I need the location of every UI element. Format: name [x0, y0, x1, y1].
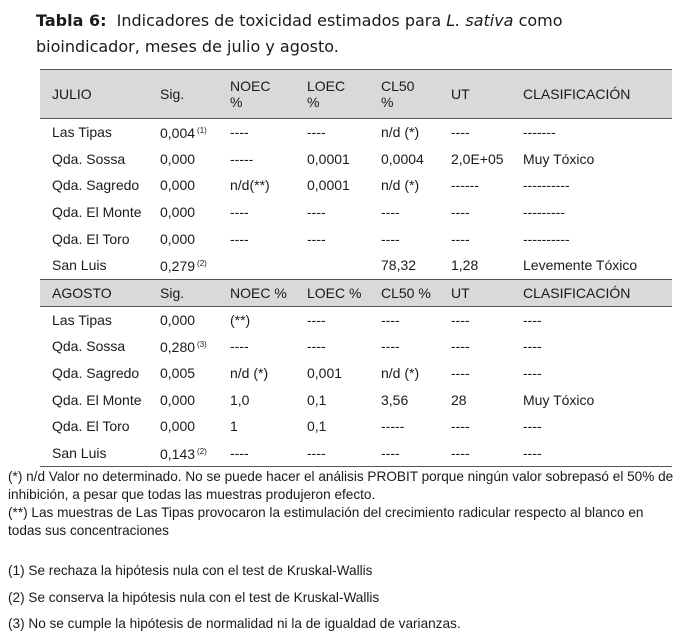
cell-sig-text: 0,000 [160, 311, 196, 328]
cell-ut [439, 333, 511, 360]
cell-loec-text: 0,001 [307, 365, 343, 382]
cell-cl50 [369, 146, 439, 173]
caption-species: L. sativa [446, 11, 514, 30]
table-row [40, 386, 672, 413]
header-cell: CL50 % [369, 279, 439, 306]
cell-loec-text: 0,0001 [307, 177, 350, 194]
cell-ut [439, 172, 511, 199]
cell-noec-text: ---- [230, 444, 249, 461]
cell-site-text: San Luis [52, 444, 107, 461]
cell-ut-text: ---- [451, 338, 470, 355]
cell-site-text: Las Tipas [52, 124, 112, 141]
cell-sig-text: 0,279 [160, 258, 196, 275]
header-cell: Sig. [148, 279, 218, 306]
cell-ut [439, 413, 511, 440]
cell-sig-text: 0,000 [160, 391, 196, 408]
cell-clas [511, 413, 672, 440]
cell-ut [439, 360, 511, 387]
cell-cl50-text: 3,56 [381, 391, 409, 408]
cell-site-text: Las Tipas [52, 311, 112, 328]
cell-noec [218, 386, 295, 413]
cell-loec [295, 172, 369, 199]
cell-sig-text: 0,000 [160, 177, 196, 194]
cell-loec [295, 199, 369, 226]
table-row [40, 333, 672, 360]
cell-sig-text: 0,000 [160, 418, 196, 435]
cell-noec [218, 252, 295, 279]
cell-site [40, 306, 148, 333]
cell-ut-text: ---- [451, 311, 470, 328]
cell-clas [511, 252, 672, 279]
header-cell: CLASIFICACIÓN [511, 70, 672, 119]
note-stimulation: (**) Las muestras de Las Tipas provocaron la estimulación del crecimiento radicular respecto al blanco en todas sus concentraciones [8, 505, 644, 538]
cell-clas-text: ---------- [523, 177, 570, 194]
cell-cl50 [369, 386, 439, 413]
cell-cl50 [369, 333, 439, 360]
cell-sig-text: 0,004 [160, 125, 196, 142]
cell-loec-text: ---- [307, 311, 326, 328]
cell-cl50-text: n/d (*) [381, 365, 420, 382]
cell-sig [148, 252, 218, 279]
cell-clas-text: --------- [523, 204, 565, 221]
cell-sig [148, 225, 218, 252]
cell-site [40, 146, 148, 173]
cell-loec-text: ---- [307, 230, 326, 247]
cell-clas-text: Muy Tóxico [523, 391, 595, 408]
cell-loec-text: 0,0001 [307, 150, 350, 167]
footnote-marker: (2) [197, 259, 207, 269]
cell-ut [439, 252, 511, 279]
cell-noec [218, 306, 295, 333]
cell-site-text: Qda. Sossa [52, 150, 126, 167]
header-cell: AGOSTO [40, 279, 148, 306]
cell-loec [295, 306, 369, 333]
cell-loec-text: 0,1 [307, 418, 327, 435]
cell-clas-text: ---- [523, 338, 542, 355]
cell-sig [148, 306, 218, 333]
note-2: (2) Se conserva la hipótesis nula con el test de Kruskal-Wallis [8, 590, 380, 605]
cell-ut-text: 1,28 [451, 257, 479, 274]
caption-label: Tabla 6: [36, 11, 107, 30]
cell-site-text: Qda. Sagredo [52, 177, 140, 194]
cell-site [40, 440, 148, 467]
cell-noec [218, 172, 295, 199]
cell-site [40, 225, 148, 252]
cell-ut-text: 28 [451, 391, 467, 408]
cell-ut-text: ---- [451, 124, 470, 141]
cell-noec [218, 119, 295, 146]
cell-cl50-text: n/d (*) [381, 124, 420, 141]
footnote-marker: (1) [197, 126, 207, 136]
cell-ut-text: ---- [451, 230, 470, 247]
cell-clas [511, 440, 672, 467]
table-row [40, 199, 672, 226]
header-cell: JULIO [40, 70, 148, 119]
cell-ut [439, 306, 511, 333]
footnote-marker: (2) [197, 446, 207, 456]
cell-noec-text: 1,0 [230, 391, 250, 408]
header-cell: NOEC % [218, 70, 295, 119]
cell-noec-text: ----- [230, 150, 254, 167]
cell-noec [218, 225, 295, 252]
cell-noec-text: ---- [230, 230, 249, 247]
note-nd: (*) n/d Valor no determinado. No se puede hacer el análisis PROBIT porque ningún valor sobrepasó el 50% de inhibición, a pesar que todas las muestras produjeron efecto. [8, 469, 674, 502]
cell-ut [439, 199, 511, 226]
cell-clas-text: ---- [523, 444, 542, 461]
cell-noec-text: 1 [230, 418, 238, 435]
cell-clas [511, 119, 672, 146]
cell-ut-text: 2,0E+05 [451, 150, 504, 167]
cell-cl50 [369, 413, 439, 440]
cell-ut [439, 386, 511, 413]
cell-cl50-text: ---- [381, 338, 400, 355]
cell-clas-text: ---- [523, 311, 542, 328]
cell-noec-text: ---- [230, 338, 249, 355]
table-row [40, 440, 672, 467]
cell-cl50-text: n/d (*) [381, 177, 420, 194]
cell-site [40, 360, 148, 387]
cell-site-text: Qda. El Monte [52, 391, 142, 408]
cell-cl50-text: 0,0004 [381, 150, 424, 167]
header-cell: CL50 % [369, 70, 439, 119]
cell-ut-text: ---- [451, 444, 470, 461]
cell-ut-text: ---- [451, 418, 470, 435]
table-row [40, 413, 672, 440]
cell-clas [511, 360, 672, 387]
cell-noec-text: ---- [230, 124, 249, 141]
cell-site [40, 199, 148, 226]
table-row [40, 146, 672, 173]
cell-loec [295, 333, 369, 360]
cell-ut [439, 225, 511, 252]
cell-ut [439, 119, 511, 146]
footnote-marker: (3) [197, 340, 207, 350]
cell-noec [218, 333, 295, 360]
cell-clas [511, 333, 672, 360]
cell-ut [439, 146, 511, 173]
cell-site-text: Qda. Sossa [52, 338, 126, 355]
cell-site [40, 333, 148, 360]
note-3: (3) No se cumple la hipótesis de normalidad ni la de igualdad de varianzas. [8, 616, 461, 631]
cell-loec [295, 225, 369, 252]
cell-clas [511, 199, 672, 226]
cell-cl50 [369, 440, 439, 467]
cell-sig-text: 0,000 [160, 230, 196, 247]
cell-sig-text: 0,143 [160, 445, 196, 462]
cell-clas [511, 306, 672, 333]
cell-cl50 [369, 306, 439, 333]
cell-cl50 [369, 360, 439, 387]
cell-sig [148, 199, 218, 226]
caption-text: Indicadores de toxicidad estimados para [116, 11, 442, 30]
cell-cl50 [369, 199, 439, 226]
cell-noec [218, 360, 295, 387]
cell-clas-text: ------- [523, 124, 556, 141]
cell-clas-text: ---------- [523, 230, 570, 247]
cell-loec [295, 146, 369, 173]
cell-cl50 [369, 252, 439, 279]
cell-loec [295, 440, 369, 467]
cell-site-text: Qda. El Toro [52, 418, 130, 435]
cell-sig [148, 119, 218, 146]
cell-sig [148, 360, 218, 387]
header-cell: CLASIFICACIÓN [511, 279, 672, 306]
cell-ut-text: ---- [451, 204, 470, 221]
cell-sig-text: 0,000 [160, 204, 196, 221]
cell-clas-text: ---- [523, 418, 542, 435]
table-row [40, 172, 672, 199]
table-row [40, 360, 672, 387]
cell-loec-text: ---- [307, 444, 326, 461]
cell-loec [295, 119, 369, 146]
cell-clas-text: Levemente Tóxico [523, 257, 638, 274]
cell-sig [148, 172, 218, 199]
toxicity-table [40, 69, 672, 467]
table-header-row [40, 70, 672, 119]
cell-site [40, 172, 148, 199]
table-notes [8, 468, 678, 631]
header-cell: UT [439, 279, 511, 306]
cell-site-text: Qda. El Toro [52, 230, 130, 247]
header-cell: NOEC % [218, 279, 295, 306]
cell-ut-text: ---- [451, 365, 470, 382]
table-row [40, 225, 672, 252]
cell-noec [218, 199, 295, 226]
cell-noec-text: ---- [230, 204, 249, 221]
cell-site [40, 252, 148, 279]
cell-ut-text: ------ [451, 177, 479, 194]
cell-site [40, 386, 148, 413]
cell-noec-text: (**) [230, 311, 251, 328]
note-1: (1) Se rechaza la hipótesis nula con el test de Kruskal-Wallis [8, 563, 373, 578]
cell-clas [511, 225, 672, 252]
cell-cl50-text: ----- [381, 418, 405, 435]
cell-cl50-text: ---- [381, 230, 400, 247]
cell-sig-text: 0,005 [160, 365, 196, 382]
cell-cl50-text: ---- [381, 204, 400, 221]
cell-loec-text: 0,1 [307, 391, 327, 408]
cell-site-text: Qda. El Monte [52, 204, 142, 221]
cell-sig [148, 333, 218, 360]
cell-cl50-text: ---- [381, 311, 400, 328]
cell-sig [148, 386, 218, 413]
table-header-row [40, 279, 672, 306]
cell-clas [511, 172, 672, 199]
cell-loec [295, 360, 369, 387]
cell-ut [439, 440, 511, 467]
cell-clas [511, 146, 672, 173]
cell-sig [148, 440, 218, 467]
cell-cl50-text: 78,32 [381, 257, 417, 274]
table-caption [36, 8, 656, 60]
cell-sig [148, 146, 218, 173]
cell-sig-text: 0,280 [160, 339, 196, 356]
cell-noec [218, 440, 295, 467]
cell-site-text: Qda. Sagredo [52, 365, 140, 382]
table-row [40, 306, 672, 333]
cell-cl50-text: ---- [381, 444, 400, 461]
cell-site-text: San Luis [52, 257, 107, 274]
cell-site [40, 119, 148, 146]
cell-cl50 [369, 172, 439, 199]
cell-clas-text: Muy Tóxico [523, 150, 595, 167]
cell-loec-text: ---- [307, 124, 326, 141]
table-row [40, 119, 672, 146]
header-cell: LOEC % [295, 70, 369, 119]
cell-sig [148, 413, 218, 440]
cell-sig-text: 0,000 [160, 150, 196, 167]
caption-text-end: como bioindicador, meses de julio y agosto. [36, 11, 563, 56]
cell-clas-text: ---- [523, 365, 542, 382]
cell-cl50 [369, 225, 439, 252]
cell-loec-text: ---- [307, 338, 326, 355]
cell-noec-text: n/d(**) [230, 177, 270, 194]
table-row [40, 252, 672, 279]
header-cell: LOEC % [295, 279, 369, 306]
cell-cl50 [369, 119, 439, 146]
cell-noec [218, 413, 295, 440]
cell-site [40, 413, 148, 440]
cell-noec [218, 146, 295, 173]
cell-loec [295, 386, 369, 413]
header-cell: Sig. [148, 70, 218, 119]
cell-loec-text: ---- [307, 204, 326, 221]
cell-noec-text: n/d (*) [230, 365, 269, 382]
cell-loec [295, 413, 369, 440]
header-cell: UT [439, 70, 511, 119]
cell-clas [511, 386, 672, 413]
cell-loec [295, 252, 369, 279]
